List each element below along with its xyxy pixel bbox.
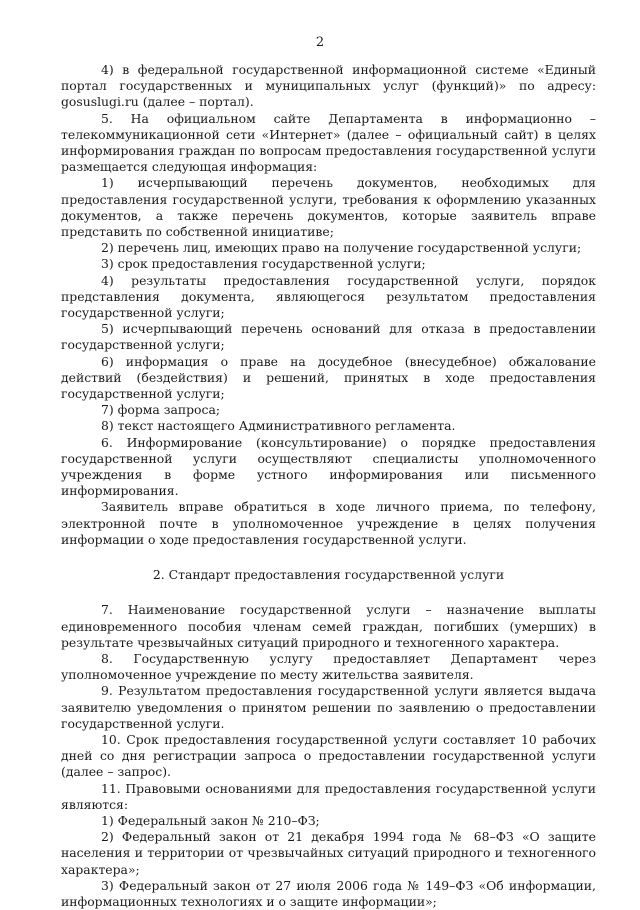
paragraph: 7. Наименование государственной услуги – назначение выплаты единовременного пособия членам семей граждан, погибших (умерших) в результате чрезвычайных ситуаций природного и техногенного характера. [61, 602, 596, 650]
paragraph: 11. Правовыми основаниями для предоставления государственной услуги являются: [61, 780, 596, 812]
section-heading: 2. Стандарт предоставления государственной услуги [152, 567, 505, 583]
paragraph: 6. Информирование (консультирование) о порядке предоставления государственной услуги осуществляют специалисты уполномоченного учреждения в форме устного информирования или письменного информирования. [61, 434, 596, 499]
page-number: 2 [315, 35, 325, 50]
document-body [61, 62, 596, 910]
list-item: 1) исчерпывающий перечень документов, необходимых для предоставления государственной услуги, требования к оформлению указанных документов, а также перечень документов, которые заявитель вправе представить по собственной инициативе; [61, 175, 596, 240]
paragraph: 8. Государственную услугу предоставляет Департамент через уполномоченное учреждение по месту жительства заявителя. [61, 650, 596, 683]
list-item: 2) Федеральный закон от 21 декабря 1994 года № 68–ФЗ «О защите населения и территории от чрезвычайных ситуаций природного и техногенного характера»; [61, 829, 596, 877]
paragraph: Заявитель вправе обратиться в ходе личного приема, по телефону, электронной почте в уполномоченное учреждение в целях получения информации о ходе предоставления государственной услуги. [61, 499, 596, 547]
list-item: 1) Федеральный закон № 210–ФЗ; [101, 812, 320, 828]
list-item: 4) результаты предоставления государственной услуги, порядок представления документа, являющегося результатом предоставления государственной услуги; [61, 272, 596, 321]
paragraph: 5. На официальном сайте Департамента в информационно – телекоммуникационной сети «Интернет» (далее – официальный сайт) в целях информирования граждан по вопросам предоставления государственной услуги размещается следующая информация: [61, 110, 596, 175]
paragraph: 4) в федеральной государственной информационной системе «Единый портал государственных и муниципальных услуг (функций)» по адресу: gosuslugi.ru (далее – портал). [61, 62, 596, 110]
list-item: 8) текст настоящего Административного регламента. [101, 418, 456, 434]
list-item: 5) исчерпывающий перечень оснований для отказа в предоставлении государственной услуги; [61, 321, 596, 353]
list-item: 7) форма запроса; [101, 402, 221, 418]
list-item: 3) срок предоставления государственной услуги; [101, 256, 426, 272]
list-item: 3) Федеральный закон от 27 июля 2006 года № 149–ФЗ «Об информации, информационных технологиях и о защите информации»; [61, 877, 596, 909]
paragraph: 10. Срок предоставления государственной услуги составляет 10 рабочих дней со дня регистрации запроса о предоставлении государственной услуги (далее – запрос). [61, 731, 596, 780]
paragraph: 9. Результатом предоставления государственной услуги является выдача заявителю уведомления о принятом решении по заявлению о предоставлении государственной услуги. [61, 683, 596, 731]
list-item: 2) перечень лиц, имеющих право на получение государственной услуги; [101, 240, 582, 256]
list-item: 6) информация о праве на досудебное (внесудебное) обжалование действий (бездействия) и решений, принятых в ходе предоставления государственной услуги; [61, 353, 596, 402]
